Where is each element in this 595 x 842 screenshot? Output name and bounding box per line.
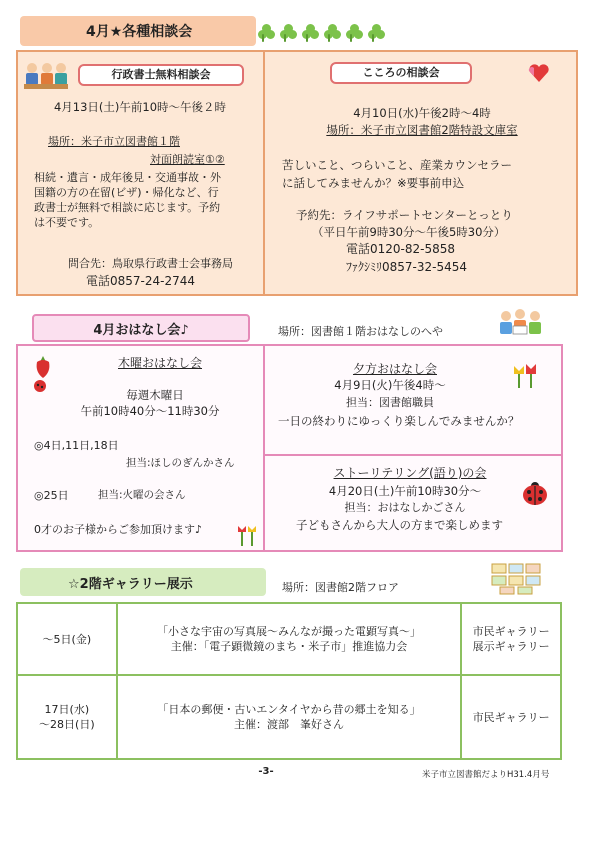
evening-text: 一日の終わりにゆっくり楽しんでみませんか？ bbox=[278, 414, 520, 428]
thursday-line1: 毎週木曜日 bbox=[126, 388, 184, 402]
admin-desc-line: 相続・遺言・成年後見・交通事故・外 bbox=[34, 171, 221, 184]
gallery-date-line: 17日(水) bbox=[44, 703, 90, 716]
mental-tel: 電話0120-82-5858 bbox=[346, 242, 456, 256]
gallery-table bbox=[16, 602, 562, 760]
page-number: -3- bbox=[258, 766, 274, 777]
gallery-venue-line: 市民ギャラリー bbox=[472, 625, 550, 638]
thursday-staff2: 担当:火曜の会さん bbox=[98, 489, 186, 501]
mental-desc-line: に話してみませんか？※要事前申込 bbox=[282, 176, 465, 190]
table-row bbox=[17, 603, 561, 675]
gallery-date-line: 〜28日(日) bbox=[39, 718, 95, 731]
gallery-exhibit-title: 「小さな宇宙の写真展〜みんなが撮った電顕写真〜」 bbox=[157, 625, 421, 638]
evening-staff: 担当：図書館職員 bbox=[346, 396, 434, 409]
admin-description bbox=[34, 170, 262, 230]
mental-fax: ﾌｧｸｼﾐﾘ0857-32-5454 bbox=[346, 260, 468, 274]
mental-place: 場所：米子市立図書館2階特設文庫室 bbox=[326, 123, 518, 137]
mental-hours: （平日午前9時30分〜午後5時30分） bbox=[312, 225, 506, 239]
strawberry-ladybug-icon bbox=[30, 354, 56, 394]
gallery-venue-line: 展示ギャラリー bbox=[472, 640, 550, 653]
mental-desc-line: 苦しいこと、つらいこと、産業カウンセラー bbox=[282, 158, 512, 172]
mental-health-badge: こころの相談会 bbox=[330, 62, 472, 84]
table-row bbox=[17, 675, 561, 759]
thursday-dates2: ◎25日 bbox=[34, 489, 69, 502]
mental-date: 4月10日(水)午後2時〜4時 bbox=[353, 106, 491, 120]
thursday-staff1: 担当:ほしのぎんかさん bbox=[126, 457, 235, 469]
gallery-venue bbox=[461, 675, 561, 759]
story-horizontal-divider bbox=[263, 454, 563, 456]
gallery-exhibit bbox=[117, 603, 462, 675]
storytelling-date: 4月20日(土)午前10時30分〜 bbox=[328, 484, 482, 498]
heart-icon bbox=[528, 62, 550, 84]
clover-icon bbox=[346, 24, 364, 42]
thursday-dates1: ◎4日,11日,18日 bbox=[34, 439, 119, 452]
story-vertical-divider bbox=[263, 344, 265, 552]
gallery-section-title: ☆2階ギャラリー展示 bbox=[20, 568, 266, 596]
tulip-icon bbox=[510, 360, 540, 390]
admin-desc-line: は不要です。 bbox=[34, 216, 100, 229]
picture-frames-icon bbox=[490, 562, 542, 596]
gallery-exhibit-host: 主催：「電子顕微鏡のまち・米子市」推進協力会 bbox=[170, 640, 408, 653]
gallery-place: 場所：図書館2階フロア bbox=[282, 581, 399, 594]
admin-room: 対面朗読室①② bbox=[150, 153, 225, 166]
story-section-title: 4月おはなし会♪ bbox=[32, 314, 250, 342]
clover-icon bbox=[258, 24, 276, 42]
tulip-icon bbox=[236, 520, 260, 548]
gallery-date bbox=[17, 675, 117, 759]
issue-label: 米子市立図書館だよりH31.4月号 bbox=[422, 770, 550, 780]
clover-decoration bbox=[258, 24, 386, 42]
clover-icon bbox=[324, 24, 342, 42]
admin-desc-line: 国籍の方の在留(ビザ)・帰化など、行 bbox=[34, 186, 219, 199]
consult-section-title: 4月★各種相談会 bbox=[20, 16, 256, 46]
children-reading-icon bbox=[496, 308, 546, 338]
gallery-exhibit-title: 「日本の郵便・古いエンタイヤから昔の郷土を知る」 bbox=[157, 703, 421, 716]
admin-desc-line: 政書士が無料で相談に応じます。予約 bbox=[34, 201, 221, 214]
clover-icon bbox=[280, 24, 298, 42]
ladybug-icon bbox=[520, 478, 550, 506]
consultation-people-icon bbox=[22, 60, 70, 92]
storytelling-heading: ストーリテリング(語り)の会 bbox=[333, 466, 487, 480]
thursday-note: 0才のお子様からご参加頂けます♪ bbox=[34, 523, 203, 536]
gallery-venue-line: 市民ギャラリー bbox=[472, 710, 550, 724]
mental-reserve: 予約先：ライフサポートセンターとっとり bbox=[296, 208, 513, 222]
story-place: 場所：図書館１階おはなしのへや bbox=[278, 325, 443, 338]
storytelling-staff: 担当：おはなしかごさん bbox=[344, 501, 466, 514]
thursday-line2: 午前10時40分〜11時30分 bbox=[80, 404, 220, 418]
admin-scrivener-badge: 行政書士無料相談会 bbox=[78, 64, 244, 86]
storytelling-text: 子どもさんから大人の方まで楽しめます bbox=[296, 518, 503, 532]
gallery-venue bbox=[461, 603, 561, 675]
admin-place: 場所：米子市立図書館１階 bbox=[48, 135, 180, 148]
gallery-exhibit bbox=[117, 675, 462, 759]
mental-description bbox=[282, 156, 574, 192]
thursday-heading: 木曜おはなし会 bbox=[117, 356, 202, 370]
admin-contact: 問合先：鳥取県行政書士会事務局 bbox=[68, 257, 233, 270]
admin-date: 4月13日(土)午前10時〜午後２時 bbox=[53, 100, 227, 114]
admin-tel: 電話0857-24-2744 bbox=[86, 274, 196, 288]
gallery-exhibit-host: 主催：渡部 峯好さん bbox=[234, 718, 344, 731]
clover-icon bbox=[302, 24, 320, 42]
evening-heading: 夕方おはなし会 bbox=[352, 362, 437, 376]
clover-icon bbox=[368, 24, 386, 42]
evening-date: 4月9日(火)午後4時〜 bbox=[334, 378, 446, 392]
gallery-date: 〜5日(金) bbox=[17, 603, 117, 675]
